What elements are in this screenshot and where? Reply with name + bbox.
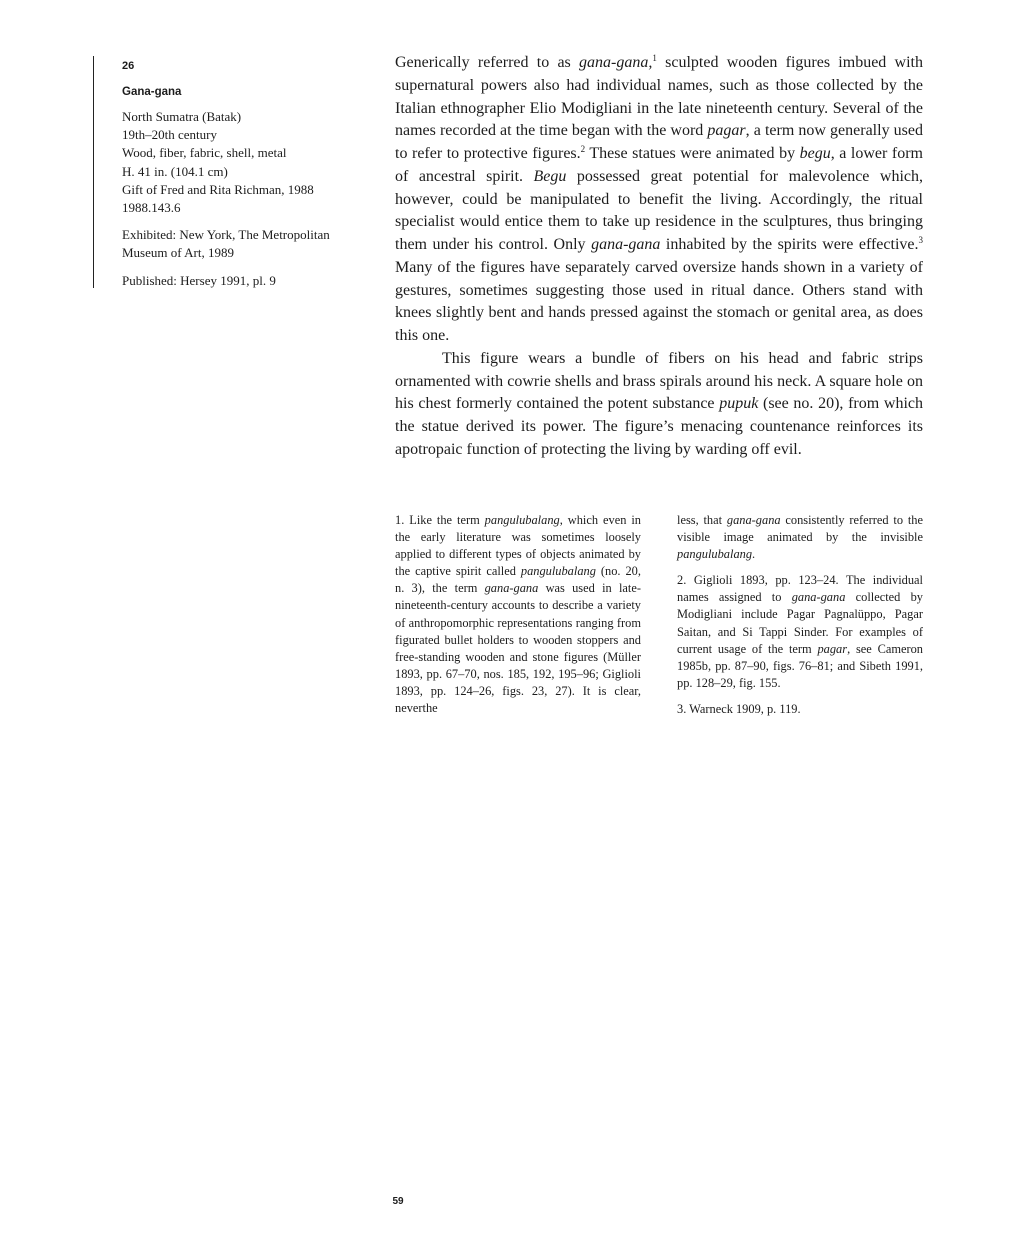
footnote-1: 1. Like the term pangulubalang, which even in the early literature was sometimes loosely applied to different types of objects animated by the captive spirit called pangulubalang (no. 20, n. 3), the term gana-gana was used in late-nineteenth-century accounts to describe a variety of anthropomorphic representations ranging from figurated bullet holders to wooden stoppers and free-standing wooden and stone figures (Müller 1893, pp. 67–70, nos. 185, 192, 195–96; Giglioli 1893, pp. 124–26, figs. 23, 27). It is clear, neverthe (395, 513, 641, 716)
accession-number: 1988.143.6 (122, 200, 181, 216)
page-number: 59 (392, 1196, 404, 1207)
credit-line: Gift of Fred and Rita Richman, 1988 (122, 181, 314, 197)
footnote-ref-1: 1 (652, 53, 657, 63)
exhibition-history: Exhibited: New York, The Metropolitan Museum of Art, 1989 (122, 227, 330, 261)
footnote-3: 3. Warneck 1909, p. 119. (677, 701, 801, 716)
essay-paragraph-1: Generically referred to as gana-gana,$^1$ sculpted wooden figures imbued with supernatural powers also had individual names, such as those collected by the Italian ethnographer Elio Modigliani in the late nineteenth century. Several of the names recorded at the time began with the word pagar, a term now generally used to refer to protective figures.$^2$ These statues were animated by begu, a lower form of ancestral spirit. Begu possessed great potential for malevolence which, however, could be manipulated to benefit the living. Accordingly, the ritual specialist would entice them to take up residence in the sculptures, thus bringing them under his control. Only gana-gana inhabited by the spirits were effective.$^3$ Many of the figures have separately carved oversize hands shown in a variety of gestures, sometimes suggesting those used in ritual dance. Others stand with knees slightly bent and hands pressed against the stomach or genital area, as does this one. (395, 53, 924, 344)
object-title: Gana-gana (122, 86, 182, 98)
footnote-2: 2. Giglioli 1893, pp. 123–24. The individual names assigned to gana-gana collected by Modigliani include Pagar Pagnalüppo, Pagar Saitan, and Si Tappi Sinder. For examples of current usage of the term pagar, see Cameron 1985b, pp. 87–90, figs. 76–81; and Sibeth 1991, pp. 128–29, fig. 155. (677, 573, 923, 690)
footnotes-column-left (395, 512, 641, 717)
footnotes-column-right (677, 512, 923, 718)
catalogue-entry-sidebar (93, 56, 353, 288)
object-tombstone (122, 108, 353, 217)
medium-line: Wood, fiber, fabric, shell, metal (122, 145, 287, 161)
date-line: 19th–20th century (122, 127, 217, 143)
catalogue-number: 26 (122, 60, 135, 72)
footnote-ref-3: 3 (918, 235, 924, 245)
origin-line: North Sumatra (Batak) (122, 109, 242, 124)
essay-paragraph-2: This figure wears a bundle of fibers on his head and fabric strips ornamented with cowrie shells and brass spirals around his neck. A square hole on his chest formerly contained the potent substance pupuk (see no. 20), from which the statue derived its power. The figure’s menacing countenance reinforces its apotropaic function of protecting the living by warding off evil. (395, 349, 923, 458)
publication-history: Published: Hersey 1991, pl. 9 (122, 272, 276, 288)
essay-text (395, 52, 923, 462)
footnote-ref-2: 2 (580, 144, 586, 154)
footnote-1-continued: less, that gana-gana consistently referred to the visible image animated by the invisible pangulubalang. (677, 513, 923, 562)
object-details (122, 108, 353, 290)
dimensions-line: H. 41 in. (104.1 cm) (122, 163, 228, 179)
